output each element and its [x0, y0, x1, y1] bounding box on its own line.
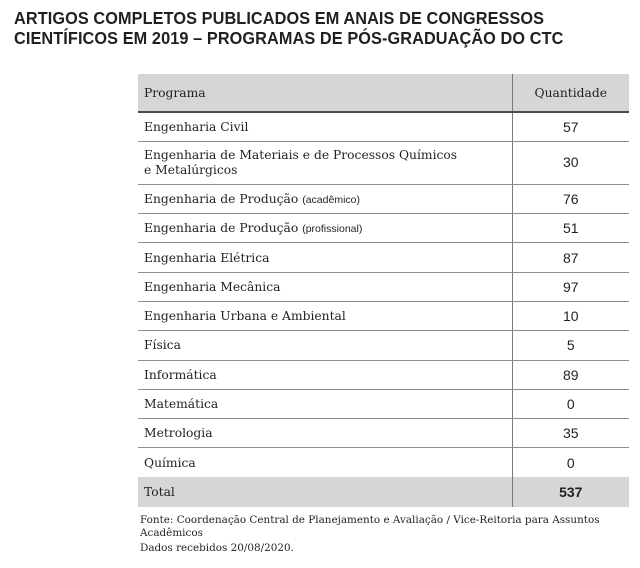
program-name: Metrologia [144, 426, 213, 441]
total-label: Total [138, 477, 512, 507]
table-header-row [138, 74, 629, 112]
quantity-cell: 89 [512, 360, 629, 389]
program-cell [138, 360, 512, 389]
program-name: Engenharia de Produção [144, 221, 299, 236]
quantity-cell: 0 [512, 448, 629, 477]
program-name: Informática [144, 367, 217, 382]
program-cell [138, 419, 512, 448]
program-cell [138, 389, 512, 418]
program-cell [138, 448, 512, 477]
program-cell [138, 272, 512, 301]
program-cell [138, 141, 512, 184]
table-row [138, 448, 629, 477]
quantity-cell: 87 [512, 243, 629, 272]
title-line-1: ARTIGOS COMPLETOS PUBLICADOS EM ANAIS DE CONGRESSOS [14, 8, 545, 28]
quantity-cell: 51 [512, 214, 629, 243]
table-row [138, 214, 629, 243]
source-note [140, 514, 635, 557]
table-row [138, 112, 629, 141]
quantity-cell: 35 [512, 419, 629, 448]
quantity-cell: 10 [512, 301, 629, 330]
program-name: Engenharia Civil [144, 119, 249, 134]
quantity-cell: 57 [512, 112, 629, 141]
table-row [138, 331, 629, 360]
program-name: Física [144, 338, 181, 353]
total-quantity: 537 [512, 477, 629, 507]
data-date: Dados recebidos 20/08/2020. [140, 542, 294, 554]
table-row [138, 272, 629, 301]
program-cell [138, 331, 512, 360]
table-row [138, 360, 629, 389]
quantity-cell: 76 [512, 184, 629, 213]
program-cell [138, 184, 512, 213]
program-cell [138, 112, 512, 141]
program-name: Química [144, 455, 196, 470]
table-row [138, 243, 629, 272]
program-name-line-1: Engenharia de Materiais e de Processos Químicos [144, 147, 458, 162]
table-row [138, 419, 629, 448]
program-cell [138, 214, 512, 243]
program-suffix: (acadêmico) [302, 193, 360, 206]
program-name-line-2: e Metalúrgicos [144, 162, 238, 177]
quantity-cell: 30 [512, 141, 629, 184]
quantity-cell: 97 [512, 272, 629, 301]
table-row [138, 301, 629, 330]
program-name: Matemática [144, 397, 219, 412]
source-text: Fonte: Coordenação Central de Planejamento e Avaliação / Vice-Reitoria para Assuntos Acadêmicos [140, 514, 600, 539]
title-line-2: CIENTÍFICOS EM 2019 – PROGRAMAS DE PÓS-GRADUAÇÃO DO CTC [14, 28, 564, 48]
page-title [14, 8, 591, 48]
program-cell [138, 301, 512, 330]
total-row [138, 477, 629, 507]
header-program: Programa [138, 74, 512, 112]
table-row [138, 389, 629, 418]
program-suffix: (profissional) [302, 223, 363, 236]
header-quantity: Quantidade [512, 74, 629, 112]
quantity-cell: 5 [512, 331, 629, 360]
program-name: Engenharia Mecânica [144, 279, 281, 294]
program-cell [138, 243, 512, 272]
table-row [138, 184, 629, 213]
publications-table [138, 74, 629, 507]
quantity-cell: 0 [512, 389, 629, 418]
program-name: Engenharia Urbana e Ambiental [144, 309, 346, 324]
table-row [138, 141, 629, 184]
program-name: Engenharia Elétrica [144, 250, 270, 265]
program-name: Engenharia de Produção [144, 191, 299, 206]
